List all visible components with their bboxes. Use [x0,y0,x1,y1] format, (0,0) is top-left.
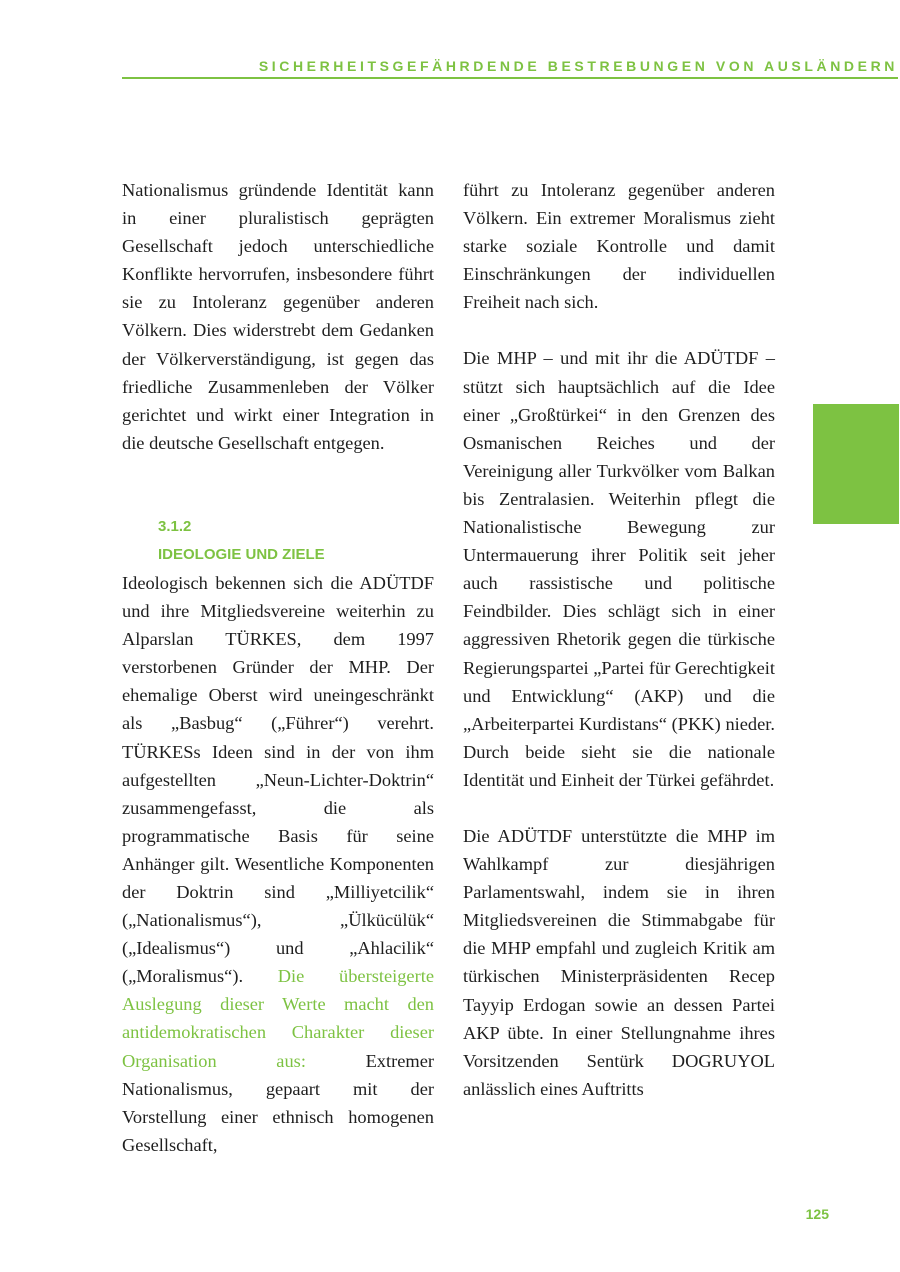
left-column [122,176,434,1159]
highlighted-statement: Die übersteigerte Auslegung dieser Werte macht den antidemokratischen Charakter dieser Organisation aus: [122,966,434,1071]
paragraph-spacer [463,316,775,344]
section-number: 3.1.2 [158,517,192,535]
right-paragraph-2: Die MHP – und mit ihr die ADÜTDF – stützt sich hauptsächlich auf die Idee einer „Großtürkei“ in den Grenzen des Osmanischen Reiches und der Vereinigung aller Turkvölker vom Balkan bis Zentralasien. Weiterhin pflegt die Nationalistische Bewegung zur Untermauerung ihrer Politik seit jeher auch rassistische und politische Feindbilder. Dies schlägt sich in einer aggressiven Rhetorik gegen die türkische Regierungspartei „Partei für Gerechtigkeit und Entwicklung“ (AKP) und die „Arbeiterpartei Kurdistans“ (PKK) nieder. Durch beide sieht sie die nationale Identität und Einheit der Türkei gefährdet. [463,348,776,790]
section-title: IDEOLOGIE UND ZIELE [158,545,325,563]
left-paragraph-1: Nationalismus gründende Identität kann in einer pluralistisch geprägten Gesellschaft jedoch unterschiedliche Konflikte hervorrufen, insbesondere führt sie zu Intoleranz gegenüber anderen Völkern. Dies widerstrebt dem Gedanken der Völkerverständigung, ist gegen das friedliche Zusammenleben der Völker gerichtet und wirkt einer Integration in die deutsche Gesellschaft entgegen. [122,180,434,453]
page-number: 125 [805,1206,829,1222]
right-paragraph-1: führt zu Intoleranz gegenüber anderen Völkern. Ein extremer Moralismus zieht starke soziale Kontrolle und damit Einschränkungen der individuellen Freiheit nach sich. [463,180,775,313]
paragraph-text: Ideologisch bekennen sich die ADÜTDF und ihre Mitgliedsvereine weiterhin zu Alparslan TÜRKES, dem 1997 verstorbenen Gründer der MHP. Der ehemalige Oberst wird uneingeschränkt als „Basbug“ („Führer“) verehrt. TÜRKESs Ideen sind in der von ihm aufgestellten „Neun-Lichter-Doktrin“ zusammengefasst, die als programmatische Basis für seine Anhänger gilt. Wesentliche Komponenten der Doktrin sind „Milliyetcilik“ („Nationalismus“), „Ülkücülük“ („Idealismus“) und „Ahlacilik“ („Moralismus“). [122,572,434,987]
running-header-title: SICHERHEITSGEFÄHRDENDE BESTREBUNGEN VON AUSLÄNDERN [258,58,898,74]
chapter-tab-marker [813,404,899,524]
left-paragraph-2 [122,569,434,1159]
section-spacer [122,457,434,513]
header-rule [122,77,898,79]
right-paragraph-3: Die ADÜTDF unterstützte die MHP im Wahlkampf zur diesjährigen Parlamentswahl, indem sie in ihren Mitgliedsvereinen die Stimmabgabe für die MHP empfahl und zugleich Kritik am türkischen Ministerpräsidenten Recep Tayyip Erdogan sowie an dessen Partei AKP übte. In einer Stellungnahme ihres Vorsitzenden Sentürk DOGRUYOL anlässlich eines Auftritts [463,825,775,1099]
paragraph-spacer [463,794,775,822]
right-column [463,176,775,1103]
paragraph-text: Extremer Nationalismus, gepaart mit der Vorstellung einer ethnisch homogenen Gesellschaft, [122,1050,434,1155]
